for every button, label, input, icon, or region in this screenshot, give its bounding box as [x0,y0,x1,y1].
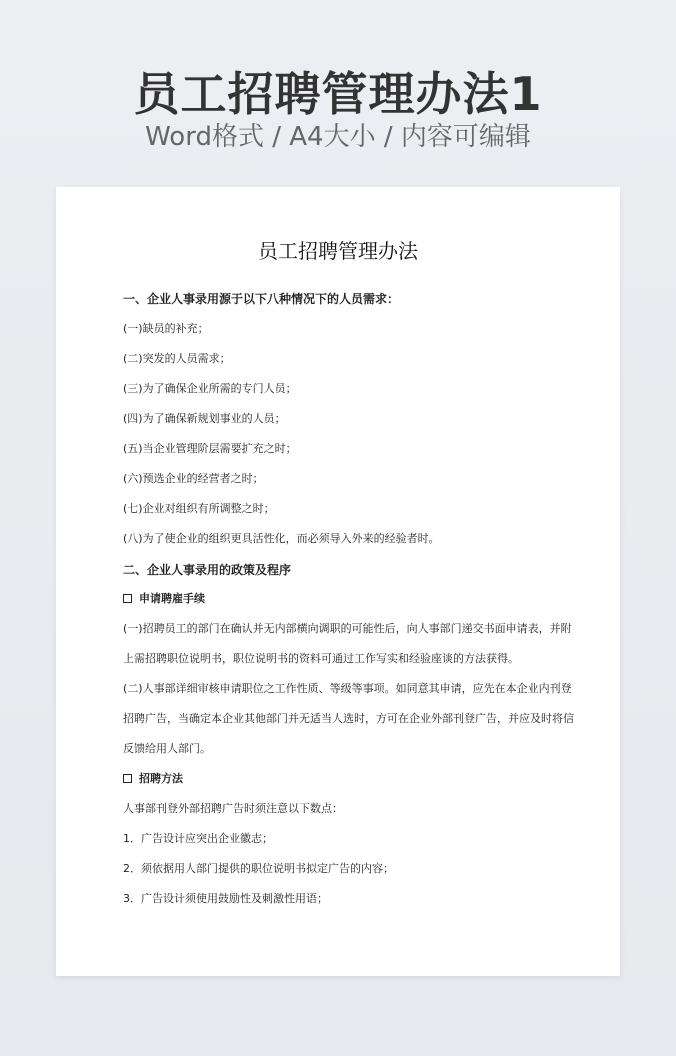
paragraph-line: (二)突发的人员需求； [123,352,231,365]
paragraph-line: (七)企业对组织有所调整之时； [123,502,275,515]
banner-subtitle: Word格式 / A4大小 / 内容可编辑 [145,122,531,152]
checkbox-icon [123,774,132,783]
subsection-label: 招聘方法 [139,772,183,785]
subsection-label: 申请聘雇手续 [139,592,205,605]
section-heading: 二、企业人事录用的政策及程序 [123,563,292,577]
document-page [56,187,620,976]
paragraph-line: (六)预选企业的经营者之时； [123,472,264,485]
paragraph-line: (八)为了使企业的组织更具活性化，而必须导入外来的经验者时。 [123,532,440,545]
paragraph-line: 招聘广告，当确定本企业其他部门并无适当人选时，方可在企业外部刊登广告，并应及时将信 [123,712,574,725]
paragraph-line: (四)为了确保新规划事业的人员； [123,412,286,425]
paragraph-line: 上需招聘职位说明书，职位说明书的资料可通过工作写实和经验座谈的方法获得。 [123,652,519,665]
paragraph-line: (三)为了确保企业所需的专门人员； [123,382,297,395]
paragraph-line: (一)缺员的补充； [123,322,209,335]
subsection-heading [123,592,583,606]
document-title: 员工招聘管理办法 [258,239,418,263]
paragraph-line: (一)招聘员工的部门在确认并无内部横向调职的可能性后，向人事部门递交书面申请表，并附 [123,622,572,635]
paragraph-line: 反馈给用人部门。 [123,742,211,755]
list-item: 1．广告设计应突出企业徽志； [123,832,273,845]
paragraph-line: 人事部刊登外部招聘广告时须注意以下数点： [123,802,343,815]
checkbox-icon [123,594,132,603]
section-heading: 一、企业人事录用源于以下八种情况下的人员需求： [123,292,400,306]
list-item: 2．须依据用人部门提供的职位说明书拟定广告的内容； [123,862,394,875]
paragraph-line: (二)人事部详细审核申请职位之工作性质、等级等事项。如同意其申请，应先在本企业内刊登 [123,682,572,695]
banner-title: 员工招聘管理办法1 [133,67,543,121]
subsection-heading [123,772,583,786]
paragraph-line: (五)当企业管理阶层需要扩充之时； [123,442,297,455]
list-item: 3．广告设计须使用鼓励性及刺激性用语； [123,892,328,905]
